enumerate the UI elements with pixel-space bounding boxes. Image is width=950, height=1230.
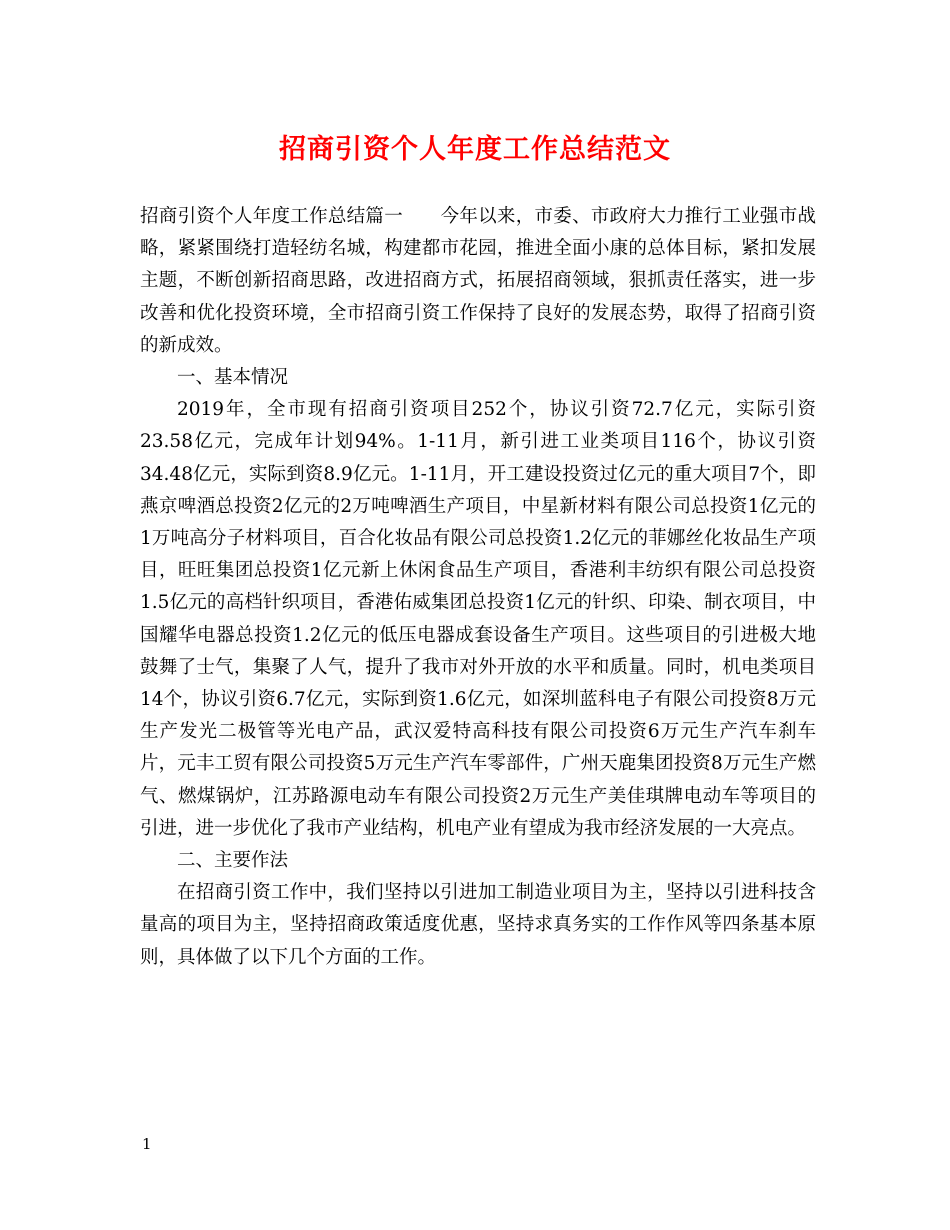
document-title: 招商引资个人年度工作总结范文 [279, 134, 671, 165]
page-number: 1 [142, 1135, 152, 1153]
section-heading-main-practices: 二、主要作法 [177, 850, 289, 872]
main-practices-paragraph: 在招商引资工作中，我们坚持以引进加工制造业项目为主，坚持以引进科技含量高的项目为主，坚持招商政策适度优惠，坚持求真务实的工作作风等四条基本原则，具体做了以下几个方面的工作。 [140, 882, 816, 968]
section-heading-basic-situation: 一、基本情况 [177, 367, 289, 389]
basic-situation-paragraph: 2019年，全市现有招商引资项目252个，协议引资72.7亿元，实际引资23.58亿元，完成年计划94%。1-11月，新引进工业类项目116个，协议引资34.48亿元，实际到资8.9亿元。1-11月，开工建设投资过亿元的重大项目7个，即燕京啤酒总投资2亿元的2万吨啤酒生产项目，中星新材料有限公司总投资1亿元的1万吨高分子材料项目，百合化妆品有限公司总投资1.2亿元的菲娜丝化妆品生产项目，旺旺集团总投资1亿元新上休闲食品生产项目，香港利丰纺织有限公司总投资1.5亿元的高档针织项目，香港佑威集团总投资1亿元的针织、印染、制衣项目，中国耀华电器总投资1.2亿元的低压电器成套设备生产项目。这些项目的引进极大地鼓舞了士气，集聚了人气，提升了我市对外开放的水平和质量。同时，机电类项目14个，协议引资6.7亿元，实际到资1.6亿元，如深圳蓝科电子有限公司投资8万元生产发光二极管等光电产品，武汉爱特高科技有限公司投资6万元生产汽车刹车片，元丰工贸有限公司投资5万元生产汽车零部件，广州天鹿集团投资8万元生产燃气、燃煤锅炉，江苏路源电动车有限公司投资2万元生产美佳琪牌电动车等项目的引进，进一步优化了我市产业结构，机电产业有望成为我市经济发展的一大亮点。 [140, 399, 816, 839]
document-body [140, 201, 816, 974]
intro-paragraph: 招商引资个人年度工作总结篇一 今年以来，市委、市政府大力推行工业强市战略，紧紧围绕打造轻纺名城，构建都市花园，推进全面小康的总体目标，紧扣发展主题，不断创新招商思路，改进招商方式，拓展招商领域，狠抓责任落实，进一步改善和优化投资环境，全市招商引资工作保持了良好的发展态势，取得了招商引资的新成效。 [140, 206, 816, 356]
